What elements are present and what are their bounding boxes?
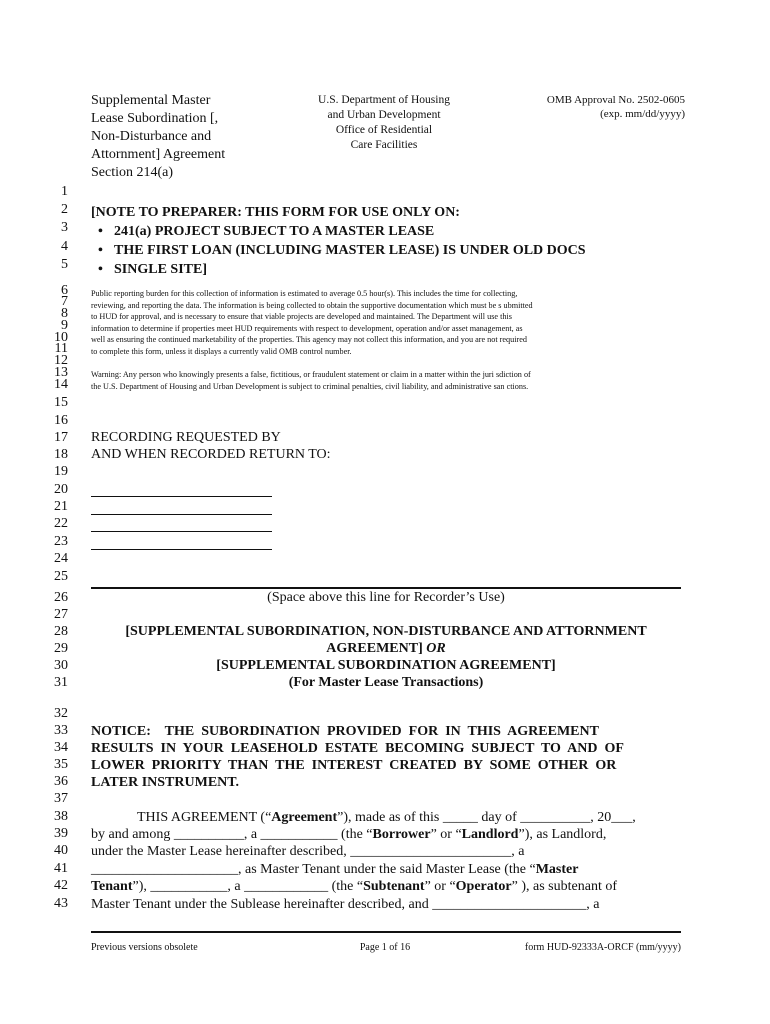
burden-line: well as ensuring the continued marketability of the properties. This agency may not collect this information, and you are not required <box>91 335 527 345</box>
line-number: 10 <box>54 330 68 345</box>
line-number: 25 <box>54 569 68 584</box>
line-number: 30 <box>54 658 68 673</box>
burden-line: Public reporting burden for this collection of information is estimated to average 0.5 hour(s). This includes the time for collecting, <box>91 289 518 298</box>
recorder-space-label: (Space above this line for Recorder’s Use) <box>267 590 505 605</box>
preparer-note-item: • THE FIRST LOAN (INCLUDING MASTER LEASE) IS UNDER OLD DOCS <box>114 241 586 260</box>
agreement-text: ” ), as subtenant of <box>511 879 617 894</box>
burden-line: to HUD for approval, and is necessary to ensure that viable projects are developed and maintained. The Department will use this <box>91 312 512 322</box>
agreement-line-42 <box>91 878 681 895</box>
agreement-term: Agreement <box>271 810 338 825</box>
line-number: 26 <box>54 590 68 605</box>
preparer-note <box>91 203 586 279</box>
preparer-note-item: • SINGLE SITE] <box>114 260 586 279</box>
page-number: Page 1 of 16 <box>359 942 411 953</box>
line-number: 7 <box>61 294 68 309</box>
line-number: 13 <box>54 365 68 380</box>
agreement-text: _____________________, as Master Tenant under the said Master Lease (the “ <box>91 862 536 877</box>
burden-line: to complete this form, unless it displays a currently valid OMB control number. <box>91 346 352 356</box>
tenant-term: Tenant <box>91 879 133 894</box>
doc-title-line-4: (For Master Lease Transactions) <box>288 675 484 690</box>
subordination-notice <box>91 723 681 791</box>
line-number: 14 <box>54 377 68 392</box>
omb-expiration: (exp. mm/dd/yyyy) <box>600 108 685 120</box>
preparer-note-item: • 241(a) PROJECT SUBJECT TO A MASTER LEASE <box>114 222 586 241</box>
form-title-line: Non-Disturbance and <box>91 129 212 144</box>
agency-line: U.S. Department of Housing <box>318 94 450 106</box>
line-number: 33 <box>54 723 68 738</box>
line-number: 8 <box>61 306 68 321</box>
doc-title-line-2 <box>91 641 681 657</box>
preparer-note-heading: [NOTE TO PREPARER: THIS FORM FOR USE ONLY ON: <box>91 205 460 220</box>
line-number: 5 <box>61 257 68 272</box>
line-number: 3 <box>61 220 68 235</box>
line-number: 12 <box>54 353 68 368</box>
line-number: 27 <box>54 607 68 622</box>
line-number: 6 <box>61 283 68 298</box>
form-title-line: Supplemental Master <box>91 93 211 108</box>
line-number: 2 <box>61 202 68 217</box>
footer-left: Previous versions obsolete <box>91 942 198 953</box>
line-number: 17 <box>54 430 68 445</box>
agreement-line-38 <box>91 809 681 826</box>
line-number: 34 <box>54 740 68 755</box>
recording-return: AND WHEN RECORDED RETURN TO: <box>91 447 331 462</box>
line-number: 9 <box>61 318 68 333</box>
form-title-line: Attornment] Agreement <box>91 147 226 162</box>
agreement-line-39 <box>91 826 681 843</box>
line-number: 42 <box>54 878 68 893</box>
line-number: 29 <box>54 641 68 656</box>
form-number: form HUD-92333A-ORCF (mm/yyyy) <box>524 942 681 953</box>
line-number: 19 <box>54 464 68 479</box>
footer-rule <box>91 931 681 933</box>
line-number: 1 <box>61 184 68 199</box>
recording-requested: RECORDING REQUESTED BY <box>91 430 281 445</box>
agreement-text: by and among __________, a ___________ (the “ <box>91 827 373 842</box>
form-title <box>91 92 225 182</box>
operator-term: Operator <box>455 879 512 894</box>
line-number: 35 <box>54 757 68 772</box>
form-title-line: Section 214(a) <box>91 165 174 180</box>
line-number: 15 <box>54 395 68 410</box>
agency-line: and Urban Development <box>327 109 441 121</box>
line-number: 31 <box>54 675 68 690</box>
agreement-text: THIS AGREEMENT (“ <box>137 810 272 825</box>
line-number: 4 <box>61 239 68 254</box>
line-number: 18 <box>54 447 68 462</box>
or-conjunction: OR <box>426 641 446 656</box>
agreement-line-40: under the Master Lease hereinafter described, _______________________, a <box>91 844 525 859</box>
line-number: 16 <box>54 413 68 428</box>
recorder-space-rule <box>91 587 681 589</box>
landlord-term: Landlord <box>461 827 519 842</box>
notice-line: RESULTS IN YOUR LEASEHOLD ESTATE BECOMING SUBJECT TO AND OF <box>91 741 624 756</box>
agreement-text: ” or “ <box>430 827 462 842</box>
burden-line: reviewing, and reporting the data. The information is being collected to obtain the supportive documentation which must be s ubmitted <box>91 300 533 310</box>
agreement-text: ”), made as of this _____ day of __________, 20___, <box>337 810 636 825</box>
line-number: 36 <box>54 774 68 789</box>
warning-statement <box>91 369 681 392</box>
burden-statement <box>91 288 681 358</box>
notice-line: LOWER PRIORITY THAN THE INTEREST CREATED BY SOME OTHER OR <box>91 758 617 773</box>
agency-name <box>300 93 468 153</box>
master-term: Master <box>535 862 579 877</box>
line-number: 39 <box>54 826 68 841</box>
doc-title-line-1: [SUPPLEMENTAL SUBORDINATION, NON-DISTURBANCE AND ATTORNMENT <box>125 624 647 639</box>
line-number: 22 <box>54 516 68 531</box>
line-number: 37 <box>54 791 68 806</box>
warning-line: the U.S. Department of Housing and Urban Development is subject to criminal penalties, civil liability, and administrative san ctions. <box>91 381 529 391</box>
return-address-line-2[interactable] <box>91 514 272 515</box>
omb-number: OMB Approval No. 2502-0605 <box>546 94 685 106</box>
burden-line: information to determine if properties meet HUD requirements with respect to development, operation and/or asset management, as <box>91 323 523 333</box>
agency-line: Care Facilities <box>350 139 418 151</box>
line-number: 23 <box>54 534 68 549</box>
notice-line: NOTICE: THE SUBORDINATION PROVIDED FOR IN THIS AGREEMENT <box>91 724 599 739</box>
return-address-line-4[interactable] <box>91 549 272 550</box>
agreement-text: ”), ___________, a ____________ (the “ <box>132 879 364 894</box>
warning-line: Warning: Any person who knowingly presents a false, fictitious, or fraudulent statement or claim in a matter within the juri sdiction of <box>91 370 531 379</box>
subtenant-term: Subtenant <box>363 879 425 894</box>
line-number: 28 <box>54 624 68 639</box>
doc-title-line-3: [SUPPLEMENTAL SUBORDINATION AGREEMENT] <box>216 658 556 673</box>
agreement-text: ” or “ <box>424 879 456 894</box>
agreement-text: ”), as Landlord, <box>518 827 607 842</box>
agency-line: Office of Residential <box>335 124 433 136</box>
line-number: 43 <box>54 896 68 911</box>
line-number: 20 <box>54 482 68 497</box>
notice-line: LATER INSTRUMENT. <box>91 775 240 790</box>
line-number: 32 <box>54 706 68 721</box>
line-number: 40 <box>54 843 68 858</box>
omb-approval <box>520 93 685 121</box>
line-number: 24 <box>54 551 68 566</box>
return-address-line-1[interactable] <box>91 496 272 497</box>
form-title-line: Lease Subordination [, <box>91 111 219 126</box>
doc-title-line-2-text: AGREEMENT] OR <box>326 641 446 656</box>
return-address-line-3[interactable] <box>91 531 272 532</box>
line-number: 21 <box>54 499 68 514</box>
borrower-term: Borrower <box>372 827 431 842</box>
line-number: 41 <box>54 861 68 876</box>
preparer-note-list <box>91 222 586 279</box>
agreement-line-43: Master Tenant under the Sublease hereinafter described, and ______________________, a <box>91 897 600 912</box>
line-number: 11 <box>54 341 68 356</box>
agreement-line-41 <box>91 861 681 878</box>
line-number: 38 <box>54 809 68 824</box>
